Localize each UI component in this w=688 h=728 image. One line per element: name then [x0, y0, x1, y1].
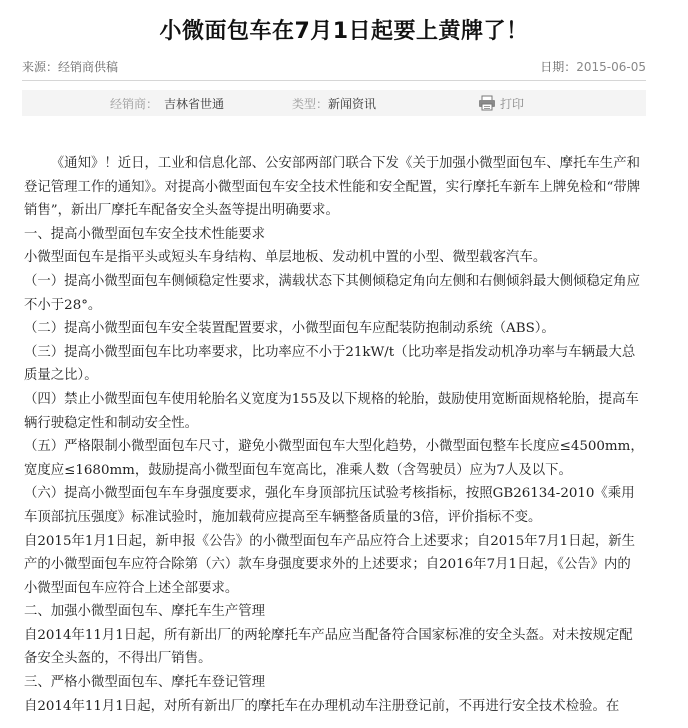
printer-icon [478, 95, 496, 111]
article-paragraph: 二、加强小微型面包车、摩托车生产管理 [24, 604, 266, 620]
article-body [24, 152, 644, 718]
source-value: 经销商供稿 [58, 60, 119, 74]
article-title: 小微面包车在7月1日起要上黄牌了！ [159, 19, 529, 44]
dealer-value: 吉林省世通 [164, 97, 225, 111]
article-paragraph: （三）提高小微型面包车比功率要求，比功率应不小于21kW/t（比功率是指发动机净功率与车辆最大总质量之比）。 [24, 344, 636, 384]
source-line [22, 58, 118, 75]
date-line [540, 58, 646, 75]
source-label: 来源： [22, 60, 59, 74]
info-bar [22, 90, 646, 116]
article-paragraph: 自2014年11月1日起，所有新出厂的两轮摩托车产品应当配备符合国家标准的安全头盔。对未按规定配备安全头盔的，不得出厂销售。 [24, 627, 633, 667]
print-label: 打印 [500, 97, 525, 111]
article-paragraph: （四）禁止小微型面包车使用轮胎名义宽度为155及以下规格的轮胎，鼓励使用宽断面规格轮胎，提高车辆行驶稳定性和制动安全性。 [24, 391, 639, 431]
article-paragraph: （六）提高小微型面包车车身强度要求，强化车身顶部抗压试验考核指标，按照GB26134-2010《乘用车顶部抗压强度》标准试验时，施加载荷应提高至车辆整备质量的3倍，评价指标不变。 [24, 486, 635, 525]
type-value: 新闻资讯 [328, 97, 377, 111]
title-divider [22, 80, 646, 81]
article-paragraph: 三、严格小微型面包车、摩托车登记管理 [24, 675, 266, 691]
article-paragraph: （二）提高小微型面包车安全装置配置要求，小微型面包车应配装防抱制动系统（ABS）。 [24, 321, 555, 337]
date-value: 2015-06-05 [576, 60, 646, 74]
article-meta [22, 58, 646, 76]
dealer-label: 经销商： [110, 97, 159, 111]
type-label: 类型： [292, 97, 329, 111]
article-paragraph: （一）提高小微型面包车侧倾稳定性要求，满载状态下其侧倾稳定角向左侧和右侧倾斜最大侧倾稳定角应不小于28°。 [24, 273, 640, 313]
article-paragraph: （五）严格限制小微型面包车尺寸，避免小微型面包车大型化趋势，小微型面包整车长度应≤4500mm，宽度应≤1680mm，鼓励提高小微型面包车宽高比，准乘人数（含驾驶员）应为7人及以下。 [24, 439, 644, 478]
article-paragraph: 《通知》！近日，工业和信息化部、公安部两部门联合下发《关于加强小微型面包车、摩托车生产和登记管理工作的通知》。对提高小微型面包车安全技术性能和安全配置，实行摩托车新车上牌免检和“带牌销售”，新出厂摩托车配备安全头盔等提出明确要求。 [24, 156, 641, 219]
article-paragraph: 自2014年11月1日起，对所有新出厂的摩托车在办理机动车注册登记前，不再进行安全技术检验。在 [24, 698, 620, 714]
article-paragraph: 小微型面包车是指平头或短头车身结构、单层地板、发动机中置的小型、微型载客汽车。 [24, 250, 547, 266]
article-paragraph: 自2015年1月1日起，新申报《公告》的小微型面包车产品应符合上述要求；自2015年7月1日起，新生产的小微型面包车应符合除第（六）款车身强度要求外的上述要求；自2016年7月1日起，《公告》内的小微型面包车应符合上述全部要求。 [24, 533, 636, 596]
date-label: 日期： [540, 60, 577, 74]
article-paragraph: 一、提高小微型面包车安全技术性能要求 [24, 226, 266, 242]
